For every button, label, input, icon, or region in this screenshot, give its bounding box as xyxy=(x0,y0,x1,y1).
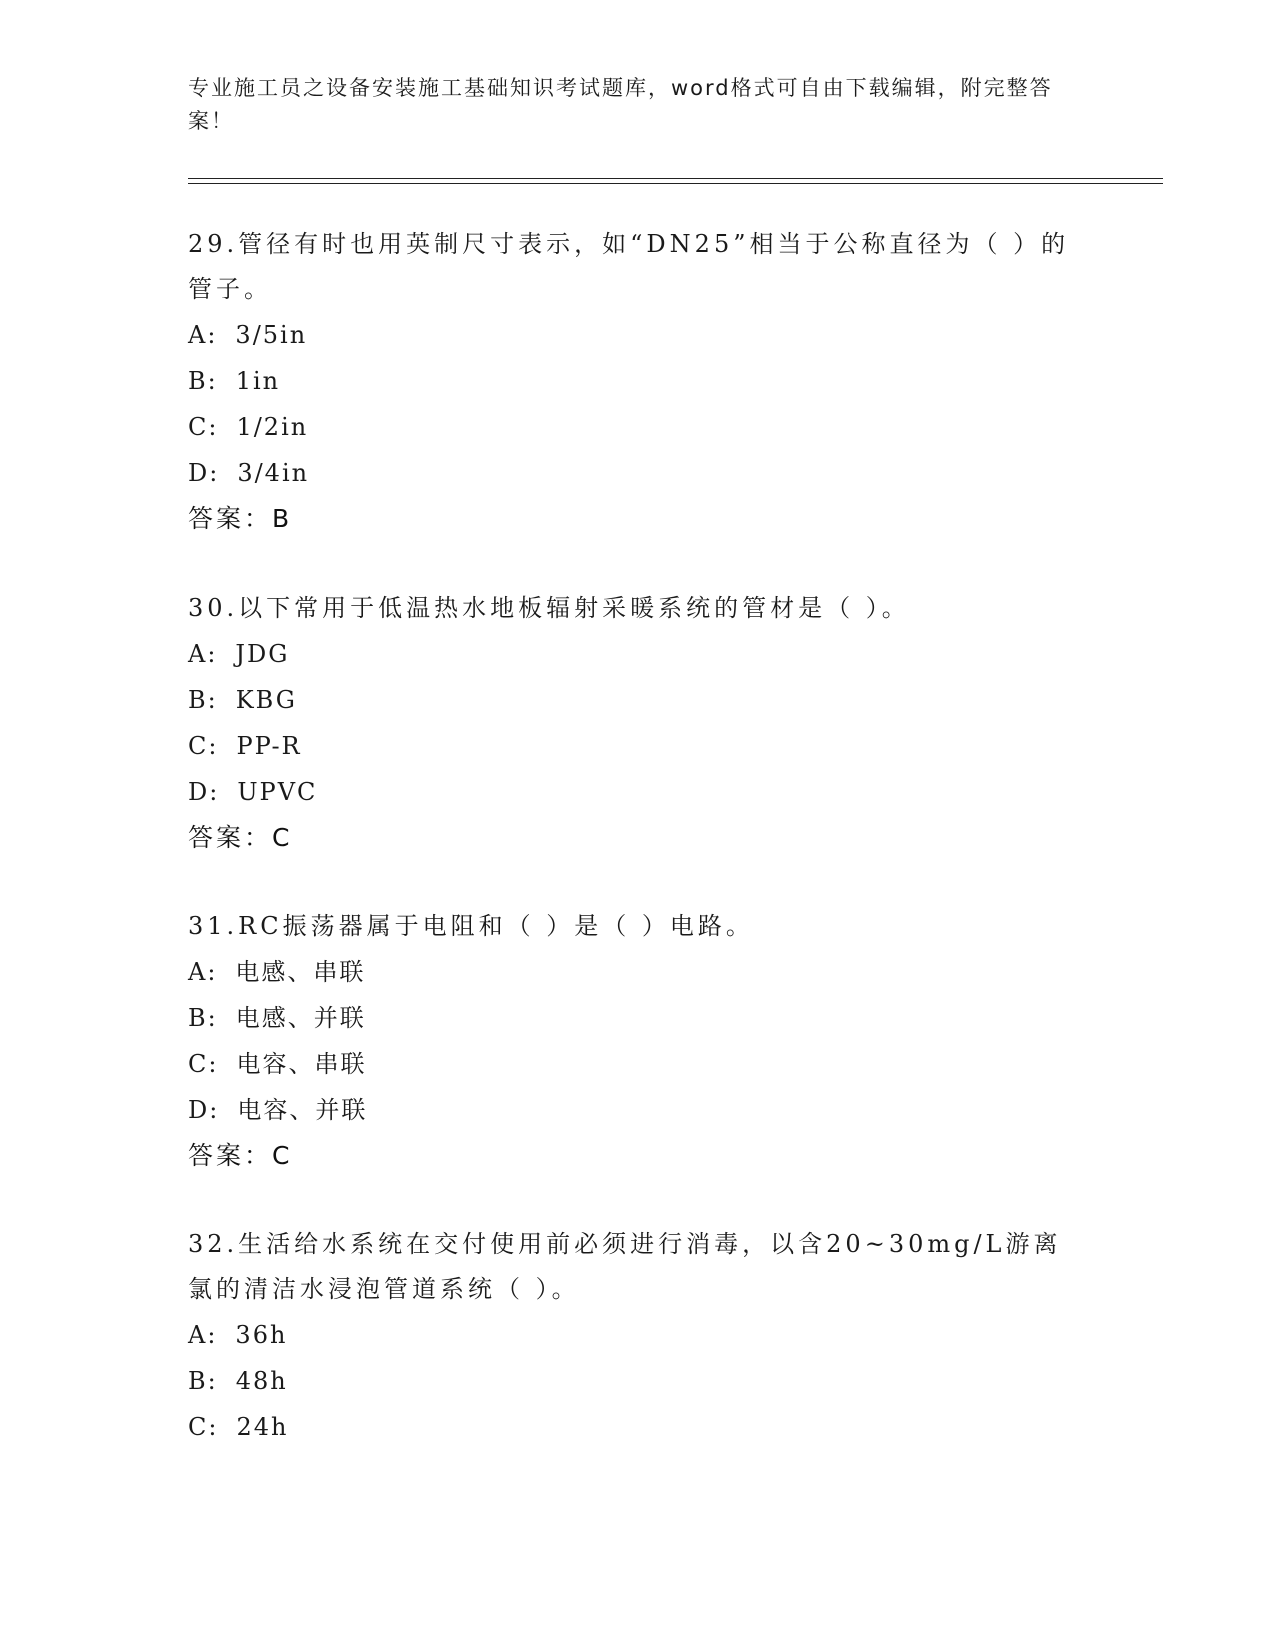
option-text: 1/2in xyxy=(236,413,309,441)
option-letter: D: xyxy=(188,459,220,487)
option-letter: A: xyxy=(188,958,218,986)
answer-label: 答案：C xyxy=(188,823,293,852)
answer-label: 答案：C xyxy=(188,1141,293,1170)
option-text: KBG xyxy=(235,686,297,714)
option-text: 3/5in xyxy=(235,321,308,349)
option-text: 24h xyxy=(236,1413,289,1441)
option-text: 1in xyxy=(235,367,281,395)
question-30 xyxy=(188,586,1088,861)
question-29 xyxy=(188,222,1088,542)
option-letter: A: xyxy=(188,1321,218,1349)
option-text: PP-R xyxy=(236,732,302,760)
option-text: 36h xyxy=(235,1321,288,1349)
question-stem: 30.以下常用于低温热水地板辐射采暖系统的管材是（ ）。 xyxy=(188,594,910,622)
option-text: 电容、并联 xyxy=(237,1096,368,1124)
option-letter: A: xyxy=(188,321,218,349)
option-text: 3/4in xyxy=(237,459,310,487)
option-letter: C: xyxy=(188,413,219,441)
option-text: 电感、并联 xyxy=(235,1004,366,1032)
question-stem: 29.管径有时也用英制尺寸表示，如“DN25”相当于公称直径为（ ）的管子。 xyxy=(188,230,1070,303)
header-divider-top xyxy=(188,178,1163,179)
question-stem: 31.RC振荡器属于电阻和（ ）是（ ）电路。 xyxy=(188,912,754,940)
option-b xyxy=(188,995,1088,1041)
option-letter: D: xyxy=(188,778,220,806)
option-a xyxy=(188,312,1088,358)
option-a xyxy=(188,631,1088,677)
option-letter: A: xyxy=(188,640,218,668)
option-text: UPVC xyxy=(237,778,318,806)
option-c xyxy=(188,404,1088,450)
option-a xyxy=(188,1312,1088,1358)
option-text: 48h xyxy=(235,1367,288,1395)
option-letter: B: xyxy=(188,686,218,714)
question-32 xyxy=(188,1222,1088,1450)
option-b xyxy=(188,677,1088,723)
option-c xyxy=(188,723,1088,769)
header-divider-bottom xyxy=(188,183,1163,184)
option-letter: C: xyxy=(188,1413,219,1441)
option-letter: C: xyxy=(188,1050,219,1078)
option-a xyxy=(188,949,1088,995)
option-text: 电容、串联 xyxy=(236,1050,367,1078)
option-d xyxy=(188,769,1088,815)
option-d xyxy=(188,1087,1088,1133)
question-31 xyxy=(188,904,1088,1179)
option-letter: D: xyxy=(188,1096,220,1124)
option-d xyxy=(188,450,1088,496)
option-letter: B: xyxy=(188,1004,218,1032)
option-letter: C: xyxy=(188,732,219,760)
option-text: JDG xyxy=(235,640,290,668)
option-b xyxy=(188,358,1088,404)
document-header: 专业施工员之设备安装施工基础知识考试题库，word格式可自由下载编辑，附完整答案！ xyxy=(188,76,1053,133)
option-text: 电感、串联 xyxy=(235,958,366,986)
option-b xyxy=(188,1358,1088,1404)
answer-label: 答案：B xyxy=(188,504,293,533)
option-letter: B: xyxy=(188,367,218,395)
question-stem: 32.生活给水系统在交付使用前必须进行消毒，以含20~30mg/L游离氯的清洁水浸泡管道系统（ ）。 xyxy=(188,1230,1062,1303)
option-c xyxy=(188,1041,1088,1087)
option-letter: B: xyxy=(188,1367,218,1395)
option-c xyxy=(188,1404,1088,1450)
